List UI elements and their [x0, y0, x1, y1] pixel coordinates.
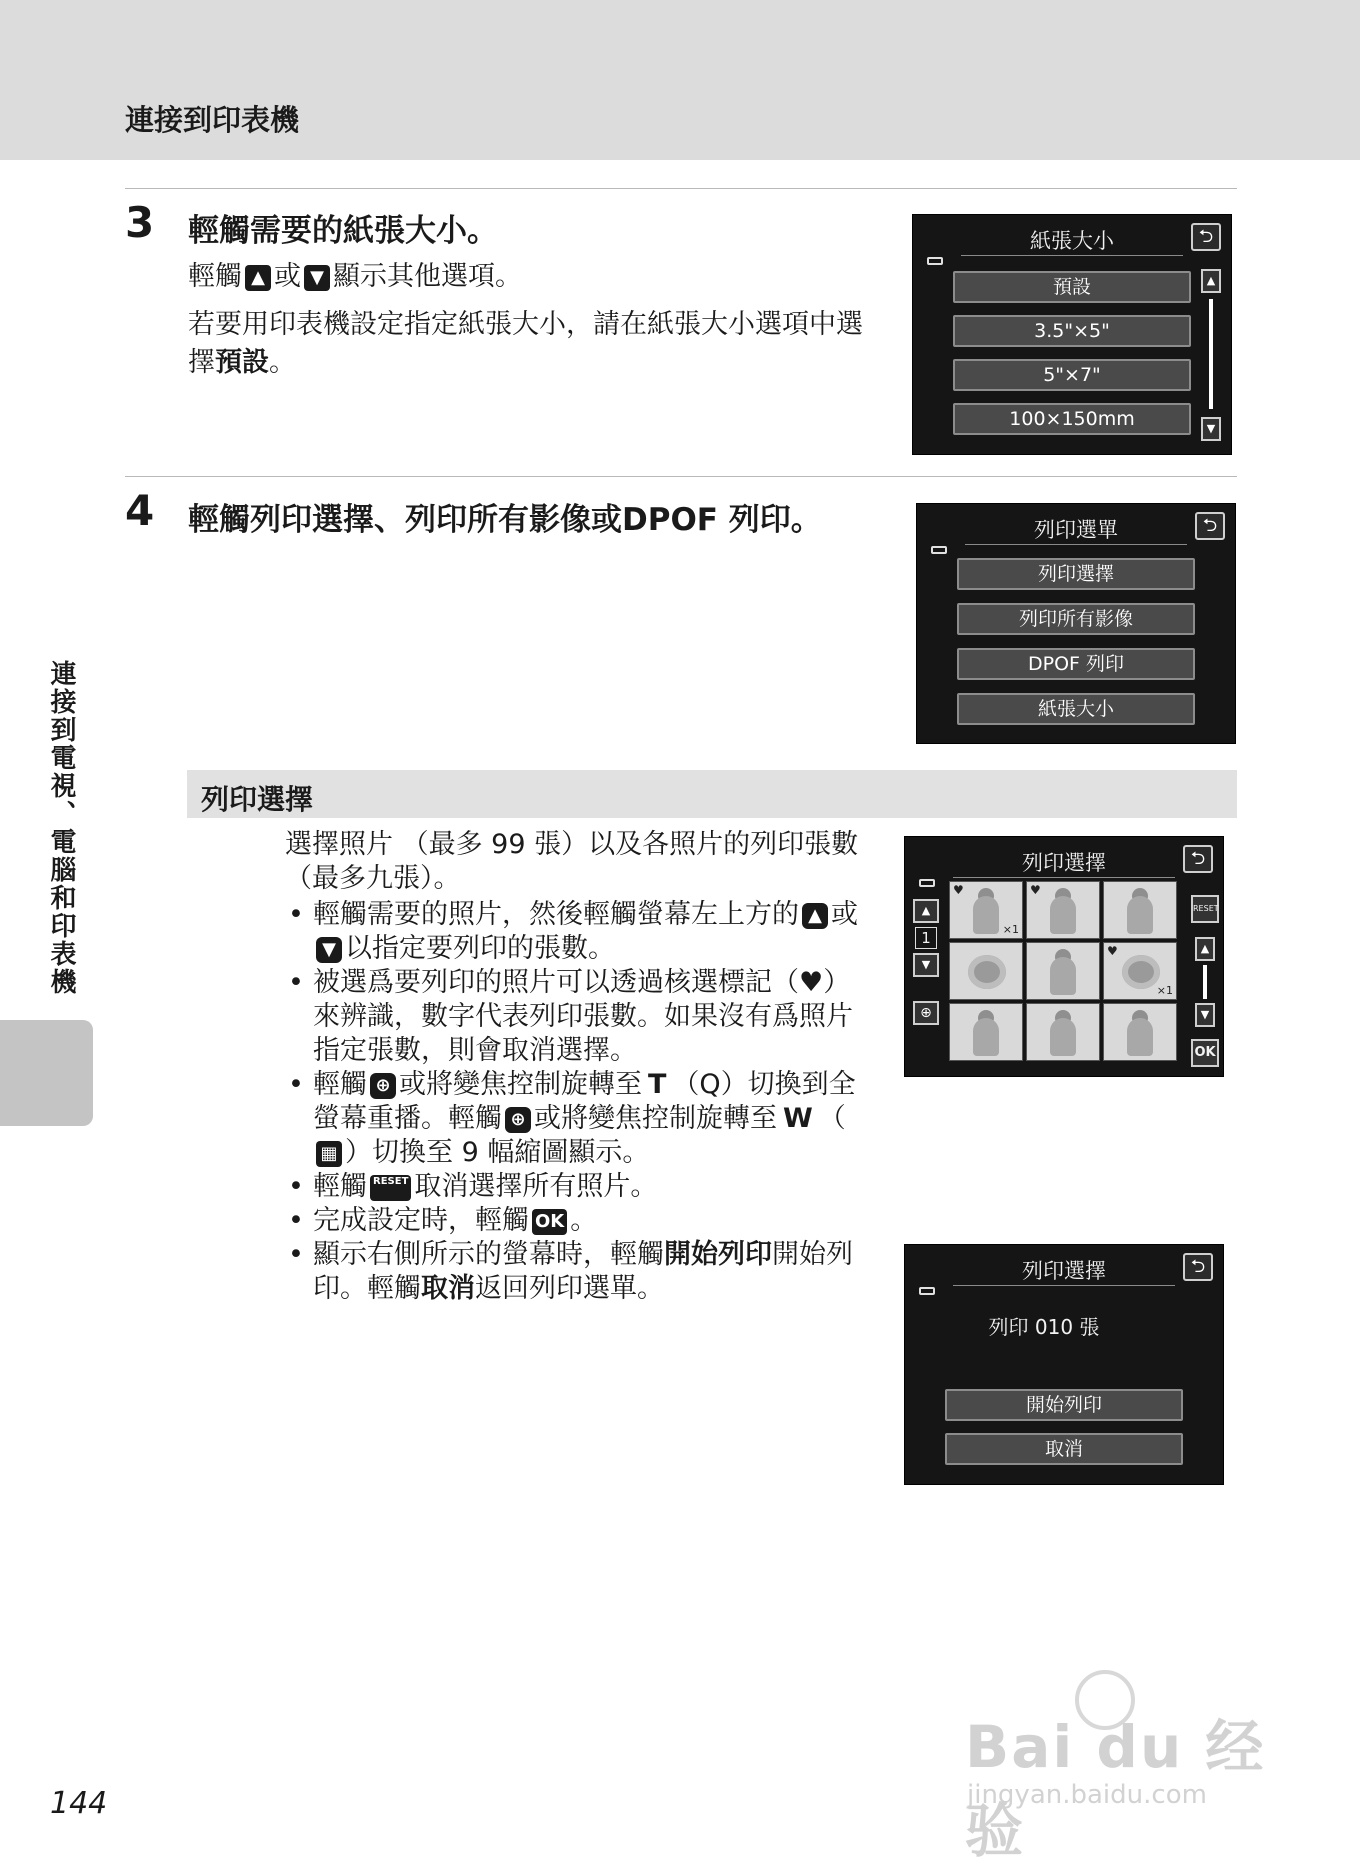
cancel-button[interactable]: 取消 — [945, 1433, 1183, 1465]
down-icon: ▼ — [304, 265, 330, 291]
reset-button[interactable]: RESET — [1191, 895, 1219, 923]
battery-icon — [919, 1287, 935, 1295]
page-header-title: 連接到印表機 — [125, 103, 300, 137]
step-number: 4 — [125, 486, 155, 535]
section-title: 列印選擇 — [201, 783, 314, 816]
scrollbar[interactable] — [1203, 965, 1207, 999]
list-item — [285, 1238, 870, 1306]
section-intro: 選擇照片 （最多 99 張）以及各照片的列印張數 （最多九張）。 — [285, 829, 859, 894]
text: ）切換至 9 幅縮圖顯示。 — [345, 1137, 650, 1168]
text: ）切換到全螢幕重播。輕觸 — [313, 1069, 856, 1134]
count-up-icon[interactable]: ▲ — [913, 899, 939, 923]
checkmark-icon: ♥ — [799, 967, 824, 998]
menu-paper-size[interactable]: 紙張大小 — [957, 693, 1195, 725]
side-tab-label: 連接到電視、電腦和印表機 — [46, 660, 76, 996]
thumbnail-grid-icon: ▦ — [316, 1141, 342, 1167]
up-icon: ▲ — [802, 903, 828, 929]
text: 輕觸 — [188, 261, 242, 292]
divider — [953, 1285, 1175, 1286]
wide-label: W — [783, 1103, 813, 1134]
back-icon[interactable]: ⮌ — [1191, 223, 1221, 251]
list-item — [285, 1068, 870, 1170]
scroll-down-icon[interactable]: ▼ — [1195, 1003, 1215, 1027]
step-instruction — [188, 258, 888, 296]
text: 輕觸 — [313, 1171, 367, 1202]
magnifier-icon: Q — [699, 1069, 721, 1100]
option-default[interactable]: 預設 — [953, 271, 1191, 303]
photo-thumbnail[interactable] — [1103, 881, 1177, 939]
menu-print-all[interactable]: 列印所有影像 — [957, 603, 1195, 635]
text: （ — [672, 1069, 700, 1100]
text: 以指定要列印的張數。 — [345, 933, 615, 964]
text: 輕觸需要的照片，然後輕觸螢幕左上方的 — [313, 899, 799, 930]
screen-title: 列印選擇 — [1022, 851, 1106, 875]
text: 若要用印表機設定指定紙張大小，請在紙張大小選項中選擇 — [188, 309, 863, 378]
back-icon[interactable]: ⮌ — [1183, 845, 1213, 873]
text: 或將變焦控制旋轉至 — [534, 1103, 777, 1134]
bold-term: 取消 — [421, 1273, 475, 1304]
down-icon: ▼ — [316, 937, 342, 963]
list-item — [285, 1170, 870, 1204]
text: 或 — [274, 261, 301, 292]
screen-title: 列印選擇 — [1022, 1259, 1106, 1283]
tele-label: T — [648, 1069, 667, 1100]
photo-thumbnail[interactable] — [949, 942, 1023, 1000]
text: 輕觸 — [313, 1069, 367, 1100]
option-100x150[interactable]: 100×150mm — [953, 403, 1191, 435]
option-3x5[interactable]: 3.5"×5" — [953, 315, 1191, 347]
photo-thumbnail[interactable] — [1026, 1003, 1100, 1061]
checkmark-icon: ♥ — [1107, 944, 1118, 958]
list-item — [285, 966, 870, 1068]
divider — [125, 188, 1237, 189]
text: 顯示其他選項。 — [333, 261, 522, 292]
watermark-logo: Bai du 经验 — [965, 1713, 1266, 1865]
text: 顯示右側所示的螢幕時，輕觸 — [313, 1239, 664, 1270]
scrollbar[interactable] — [1209, 299, 1213, 409]
screen-title: 紙張大小 — [1030, 229, 1114, 253]
text: 被選爲要列印的照片可以透過核選標記（ — [313, 967, 799, 998]
page-number: 144 — [50, 1786, 108, 1821]
divider — [953, 877, 1175, 878]
list-item — [285, 1204, 870, 1238]
option-5x7[interactable]: 5"×7" — [953, 359, 1191, 391]
header-band — [0, 0, 1360, 160]
menu-dpof-print[interactable]: DPOF 列印 — [957, 648, 1195, 680]
photo-thumbnail[interactable] — [949, 881, 1023, 939]
print-count-label: ×1 — [1002, 923, 1019, 936]
scroll-down-icon[interactable]: ▼ — [1201, 417, 1221, 441]
zoom-in-icon: ⊕ — [370, 1073, 396, 1099]
checkmark-icon: ♥ — [953, 883, 964, 897]
battery-icon — [931, 546, 947, 554]
bold-term: 開始列印 — [664, 1239, 772, 1270]
photo-thumbnail[interactable] — [1103, 1003, 1177, 1061]
watermark — [965, 1670, 1285, 1865]
count-down-icon[interactable]: ▼ — [913, 953, 939, 977]
menu-print-selection[interactable]: 列印選擇 — [957, 558, 1195, 590]
battery-icon — [919, 879, 935, 887]
text: 。 — [269, 347, 296, 378]
screen-title: 列印選單 — [1034, 518, 1118, 542]
photo-thumbnail[interactable] — [1103, 942, 1177, 1000]
step-number: 3 — [125, 198, 155, 247]
text: 。 — [570, 1205, 598, 1236]
photo-thumbnail[interactable] — [1026, 942, 1100, 1000]
ok-icon: OK — [532, 1209, 567, 1235]
print-count-message: 列印 010 張 — [988, 1315, 1100, 1339]
back-icon[interactable]: ⮌ — [1183, 1253, 1213, 1281]
text: ）來辨識，數字代表列印張數。如果沒有爲照片指定張數，則會取消選擇。 — [313, 967, 853, 1066]
bold-term: 預設 — [215, 347, 269, 378]
divider — [961, 255, 1183, 256]
step-title: 輕觸需要的紙張大小。 — [188, 213, 498, 249]
divider — [965, 544, 1187, 545]
ok-button[interactable]: OK — [1191, 1039, 1219, 1067]
section-header — [187, 770, 1237, 818]
text: 取消選擇所有照片。 — [414, 1171, 658, 1202]
text: 完成設定時，輕觸 — [313, 1205, 529, 1236]
print-count: 1 — [915, 927, 937, 949]
list-item — [285, 898, 870, 966]
print-confirm-screen — [904, 1244, 1224, 1485]
start-print-button[interactable]: 開始列印 — [945, 1389, 1183, 1421]
text: （ — [818, 1103, 846, 1134]
battery-icon — [927, 257, 943, 265]
text: 返回列印選單。 — [475, 1273, 664, 1304]
text: 或 — [831, 899, 858, 930]
print-selection-grid-screen — [904, 836, 1224, 1077]
instruction-list — [285, 898, 870, 1306]
print-count-label: ×1 — [1156, 984, 1173, 997]
reset-icon: RESET — [370, 1175, 411, 1201]
back-icon[interactable]: ⮌ — [1195, 512, 1225, 540]
step-note — [188, 306, 878, 382]
photo-thumbnail[interactable] — [949, 1003, 1023, 1061]
scroll-up-icon[interactable]: ▲ — [1201, 269, 1221, 293]
text: 開始列印。輕觸 — [313, 1239, 853, 1304]
print-menu-screen — [916, 503, 1236, 744]
up-icon: ▲ — [245, 265, 271, 291]
side-tab — [0, 1020, 93, 1126]
checkmark-icon: ♥ — [1030, 883, 1041, 897]
text: 或將變焦控制旋轉至 — [399, 1069, 642, 1100]
zoom-out-icon: ⊕ — [505, 1107, 531, 1133]
zoom-icon[interactable]: ⊕ — [913, 1001, 939, 1025]
scroll-up-icon[interactable]: ▲ — [1195, 937, 1215, 961]
watermark-url: jingyan.baidu.com — [967, 1780, 1207, 1810]
step-title: 輕觸列印選擇、列印所有影像或DPOF 列印。 — [188, 502, 822, 538]
paper-size-screen — [912, 214, 1232, 455]
photo-thumbnail[interactable] — [1026, 881, 1100, 939]
divider — [125, 476, 1237, 477]
